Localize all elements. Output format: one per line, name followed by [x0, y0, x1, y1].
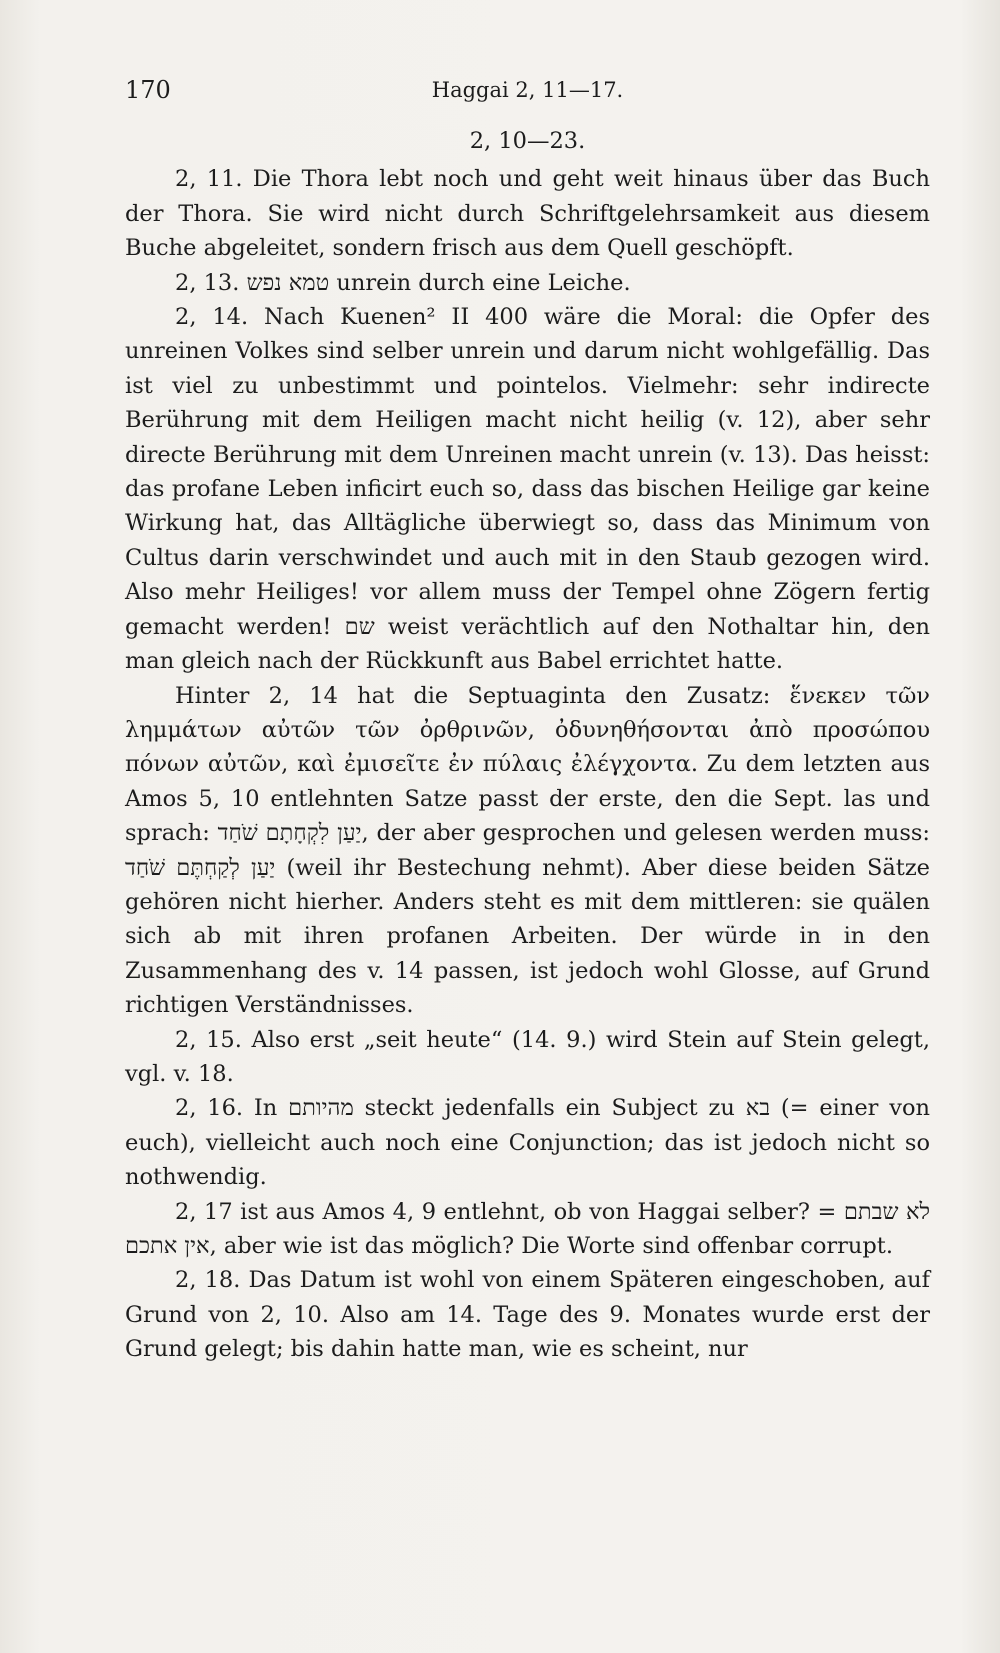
paragraph-2-15: 2, 15. Also erst „seit heute“ (14. 9.) wird Stein auf Stein gelegt, vgl. v. 18.: [125, 1026, 930, 1087]
paragraph-2-14: 2, 14. Nach Kuenen² II 400 wäre die Moral: die Opfer des unreinen Volkes sind selber unrein und darum nicht wohlgefällig. Das ist viel zu unbestimmt und pointelos. Vielmehr: sehr indirecte Berührung mit dem Heiligen macht nicht heilig (v. 12), aber sehr directe Berührung mit dem Unreinen macht unrein (v. 13). Das heisst: das profane Leben inficirt euch so, dass das bischen Heilige gar keine Wirkung hat, das Alltägliche überwiegt so, dass das Minimum von Cultus darin verschwindet und auch mit in den Staub gezogen wird. Also mehr Heiliges! vor allem muss der Tempel ohne Zögern fertig gemacht werden! שם weist verächtlich auf den Nothaltar hin, den man gleich nach der Rückkunft aus Babel errichtet hatte.: [125, 304, 930, 675]
running-header: [125, 70, 930, 110]
paragraph-2-18: 2, 18. Das Datum ist wohl von einem Späteren eingeschoben, auf Grund von 2, 10. Also am 14. Tage des 9. Monates wurde erst der Grund gelegt; bis dahin hatte man, wie es scheint, nur: [125, 1267, 930, 1363]
paragraph-2-16: 2, 16. In מהיותם steckt jedenfalls ein Subject zu בא (= einer von euch), vielleicht auch noch eine Conjunction; das ist jedoch nicht so nothwendig.: [125, 1095, 930, 1191]
paragraph-2-17: 2, 17 ist aus Amos 4, 9 entlehnt, ob von Haggai selber? לא שבתם = אין אתכם, aber wie ist das möglich? Die Worte sind offenbar corrupt.: [125, 1198, 930, 1259]
section-title: 2, 10—23.: [469, 128, 586, 154]
page-number: 170: [125, 76, 171, 104]
page-content: [125, 70, 930, 1367]
running-title: Haggai 2, 11—17.: [431, 78, 624, 102]
paragraph-2-11: 2, 11. Die Thora lebt noch und geht weit hinaus über das Buch der Thora. Sie wird nicht durch Schriftgelehrsamkeit aus diesem Buche abgeleitet, sondern frisch aus dem Quell geschöpft.: [125, 166, 930, 262]
paragraph-2-13: 2, 13. טמא נפש unrein durch eine Leiche.: [175, 269, 631, 296]
paragraph-septuagint: Hinter 2, 14 hat die Septuaginta den Zusatz: ἕνεκεν τῶν λημμάτων αὐτῶν τῶν ὀρθρινῶν, ὀδυνηθήσονται ἀπὸ προσώπου πόνων αὐτῶν, καὶ ἐμισεῖτε ἐν πύλαις ἐλέγχοντα. Zu dem letzten aus Amos 5, 10 entlehnten Satze passt der erste, den die Sept. las und sprach: יַעַן לִקְחָתָם שֹׁחַד, der aber gesprochen und gelesen werden muss: יַעַן לְקַחְתֶּם שֹׁחַד (weil ihr Bestechung nehmt). Aber diese beiden Sätze gehören nicht hierher. Anders steht es mit dem mittleren: sie quälen sich ab mit ihren profanen Arbeiten. Der würde in in den Zusammenhang des v. 14 passen, ist jedoch wohl Glosse, auf Grund richtigen Verständnisses.: [125, 682, 930, 1019]
